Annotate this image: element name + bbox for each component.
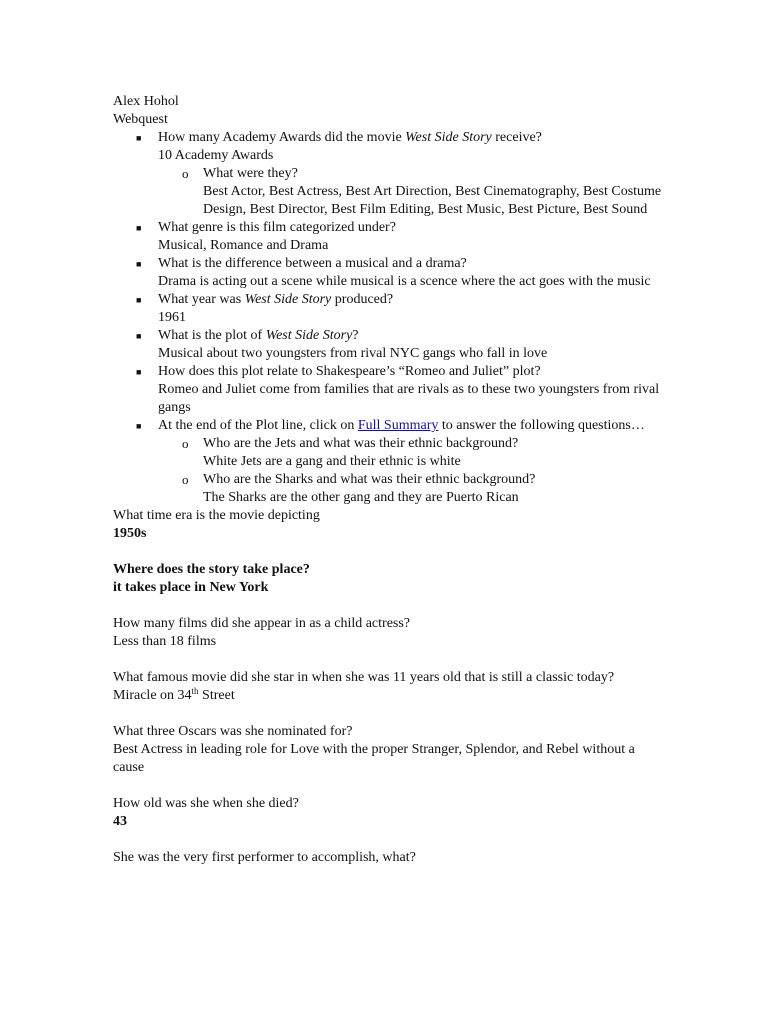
answer-text: it takes place in New York bbox=[113, 580, 269, 595]
sub-question-text: Who are the Jets and what was their ethnic background? bbox=[203, 436, 519, 451]
square-bullet-icon: ■ bbox=[136, 223, 142, 233]
sub-question-list bbox=[158, 435, 663, 507]
question-text: She was the very first performer to accomplish, what? bbox=[113, 850, 416, 865]
spacer bbox=[113, 705, 663, 723]
sub-answer-text: White Jets are a gang and their ethnic is white bbox=[203, 454, 461, 469]
answer-text: 10 Academy Awards bbox=[158, 148, 274, 163]
sub-answer-text: Best Actor, Best Actress, Best Art Direction, Best Cinematography, Best Costume Design, Best Director, Best Film Editing, Best Music, Best Picture, Best Sound bbox=[203, 184, 662, 217]
question-text: What genre is this film categorized under? bbox=[158, 220, 396, 235]
answer-text: 1961 bbox=[158, 310, 186, 325]
question-text: How old was she when she died? bbox=[113, 796, 299, 811]
question-list bbox=[113, 129, 663, 507]
answer-text: Miracle on 34th Street bbox=[113, 686, 235, 703]
list-item bbox=[182, 165, 663, 219]
document-page bbox=[113, 93, 663, 867]
spacer bbox=[113, 831, 663, 849]
square-bullet-icon: ■ bbox=[136, 421, 142, 431]
square-bullet-icon: ■ bbox=[136, 259, 142, 269]
answer-text: 43 bbox=[113, 814, 127, 829]
question-text: At the end of the Plot line, click on Full Summary to answer the following questions… bbox=[158, 418, 645, 433]
sub-answer-text: The Sharks are the other gang and they are Puerto Rican bbox=[203, 490, 519, 505]
sub-question-text: Who are the Sharks and what was their ethnic background? bbox=[203, 472, 536, 487]
list-item bbox=[182, 435, 663, 471]
question-text: What is the plot of West Side Story? bbox=[158, 328, 359, 343]
circle-bullet-icon: o bbox=[182, 166, 189, 181]
spacer bbox=[113, 651, 663, 669]
document-title: Webquest bbox=[113, 112, 168, 127]
question-text: How does this plot relate to Shakespeare’s “Romeo and Juliet” plot? bbox=[158, 364, 541, 379]
circle-bullet-icon: o bbox=[182, 436, 189, 451]
answer-text: Musical, Romance and Drama bbox=[158, 238, 329, 253]
answer-text: Musical about two youngsters from rival NYC gangs who fall in love bbox=[158, 346, 548, 361]
spacer bbox=[113, 777, 663, 795]
author-name: Alex Hohol bbox=[113, 94, 179, 109]
sub-question-list bbox=[158, 165, 663, 219]
question-text: How many Academy Awards did the movie West Side Story receive? bbox=[158, 130, 542, 145]
answer-text: 1950s bbox=[113, 526, 147, 541]
question-text: What year was West Side Story produced? bbox=[158, 292, 394, 307]
question-text: What time era is the movie depicting bbox=[113, 508, 320, 523]
circle-bullet-icon: o bbox=[182, 472, 189, 487]
list-item bbox=[136, 255, 663, 291]
question-text: How many films did she appear in as a child actress? bbox=[113, 616, 411, 631]
square-bullet-icon: ■ bbox=[136, 133, 142, 143]
list-item bbox=[182, 471, 663, 507]
full-summary-link[interactable]: Full Summary bbox=[357, 418, 439, 433]
square-bullet-icon: ■ bbox=[136, 295, 142, 305]
list-item bbox=[136, 129, 663, 219]
answer-text: Best Actress in leading role for Love with the proper Stranger, Splendor, and Rebel without a cause bbox=[113, 742, 635, 775]
list-item bbox=[136, 363, 663, 417]
answer-text: Drama is acting out a scene while musical is a scence where the act goes with the music bbox=[158, 274, 651, 289]
list-item bbox=[136, 291, 663, 327]
list-item bbox=[136, 219, 663, 255]
list-item bbox=[136, 417, 663, 507]
question-text: Where does the story take place? bbox=[113, 562, 310, 577]
spacer bbox=[113, 543, 663, 561]
square-bullet-icon: ■ bbox=[136, 367, 142, 377]
spacer bbox=[113, 597, 663, 615]
question-text: What is the difference between a musical and a drama? bbox=[158, 256, 467, 271]
square-bullet-icon: ■ bbox=[136, 331, 142, 341]
sub-question-text: What were they? bbox=[203, 166, 298, 181]
question-text: What famous movie did she star in when she was 11 years old that is still a classic today? bbox=[113, 670, 615, 685]
list-item bbox=[136, 327, 663, 363]
answer-text: Romeo and Juliet come from families that are rivals as to these two youngsters from rival gangs bbox=[158, 382, 660, 415]
answer-text: Less than 18 films bbox=[113, 634, 217, 649]
question-text: What three Oscars was she nominated for? bbox=[113, 724, 353, 739]
